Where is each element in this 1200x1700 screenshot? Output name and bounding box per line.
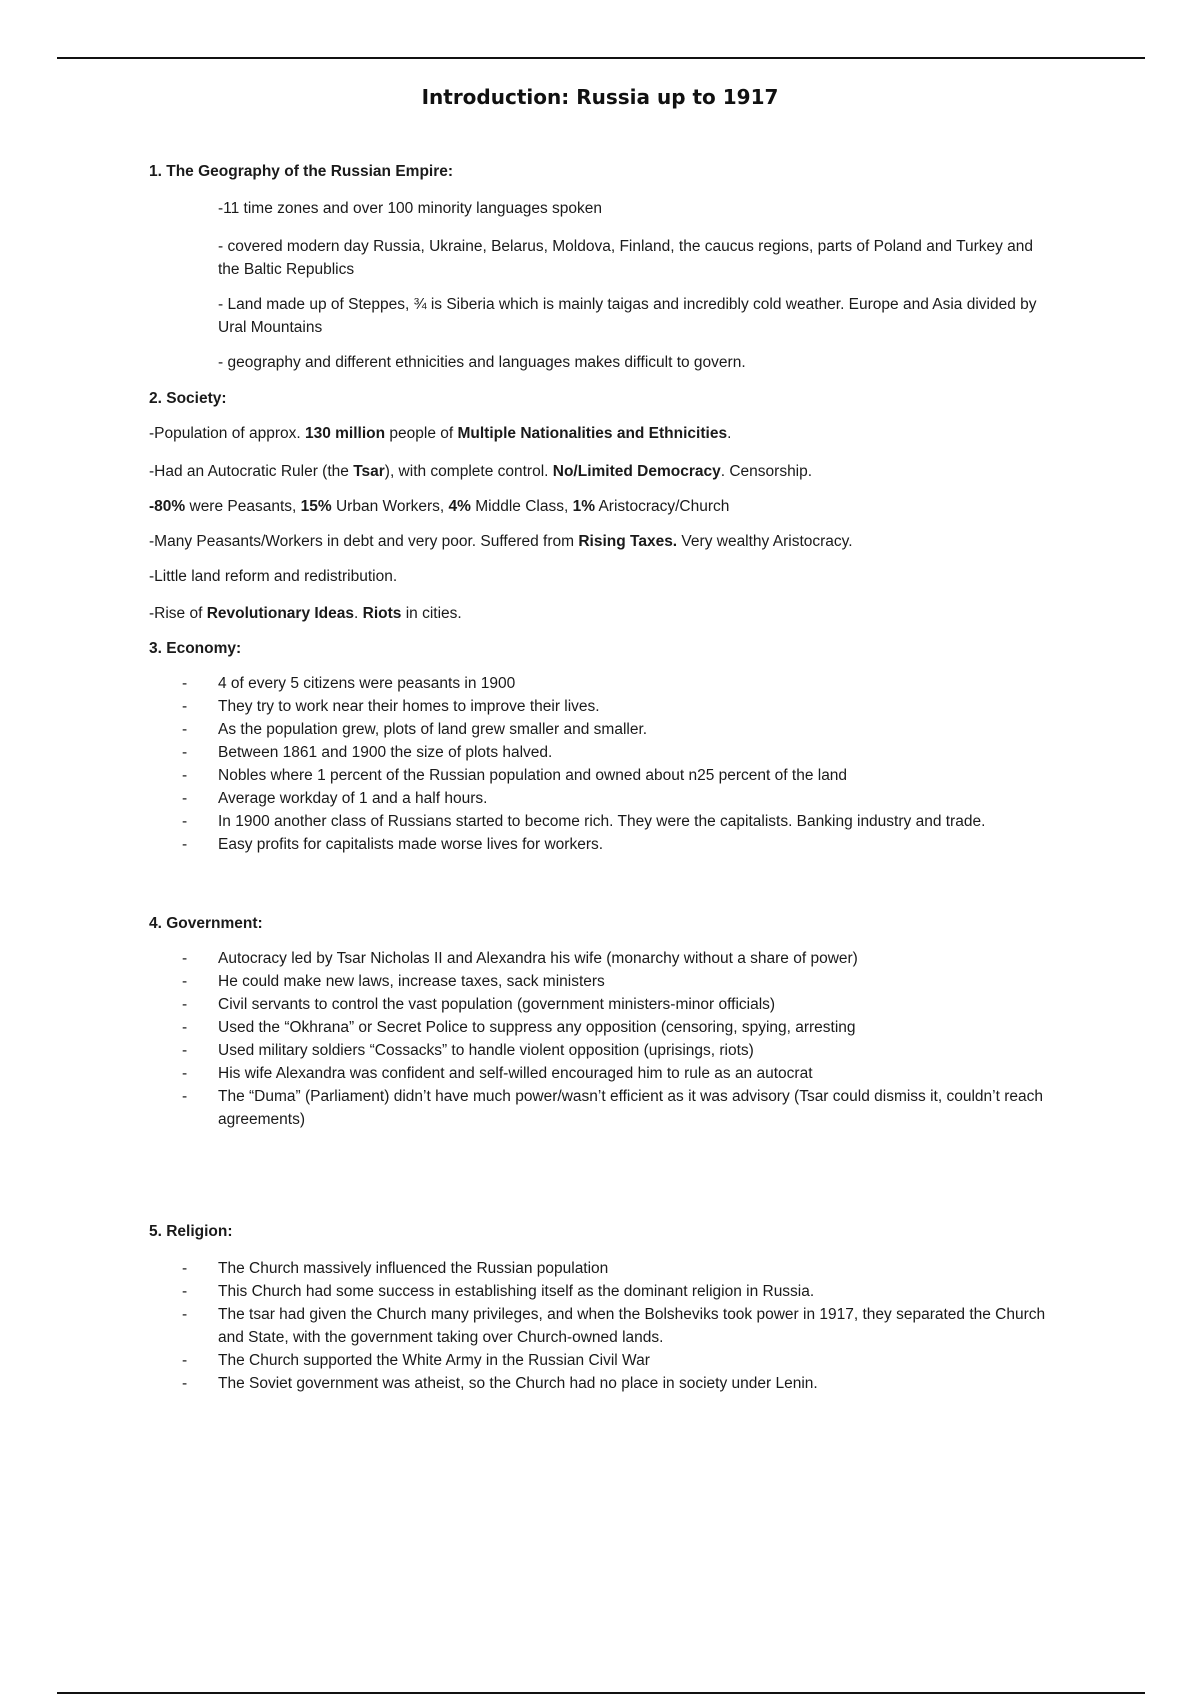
list-item (149, 718, 1058, 741)
list-item-text: Used military soldiers “Cossacks” to handle violent opposition (uprisings, riots) (218, 1042, 754, 1059)
geography-item: -11 time zones and over 100 minority languages spoken (218, 200, 602, 217)
list-item (149, 1016, 1058, 1039)
bullet-dash: - (182, 950, 188, 967)
text-run: -Little land reform and redistribution. (149, 568, 398, 585)
section-heading-government: 4. Government: (149, 915, 263, 932)
list-item (149, 1085, 1058, 1131)
list-item (149, 787, 1058, 810)
list-item (149, 741, 1058, 764)
list-item-text: In 1900 another class of Russians started to become rich. They were the capitalists. Banking industry and trade. (218, 813, 986, 830)
government-list (149, 947, 1049, 1131)
list-item-text: As the population grew, plots of land grew smaller and smaller. (218, 721, 648, 738)
text-run: ), with complete control. (384, 463, 553, 480)
list-item-text: The “Duma” (Parliament) didn’t have much power/wasn’t efficient as it was advisory (Tsar could dismiss it, couldn’t reach agreements) (218, 1088, 1043, 1128)
list-item (149, 764, 1058, 787)
bullet-dash: - (182, 767, 188, 784)
list-item-text: Average workday of 1 and a half hours. (218, 790, 488, 807)
bottom-rule (57, 1692, 1145, 1694)
geography-item: - covered modern day Russia, Ukraine, Belarus, Moldova, Finland, the caucus regions, parts of Poland and Turkey and the Baltic Republics (218, 238, 1034, 278)
bullet-dash: - (182, 996, 188, 1013)
text-run: Aristocracy/Church (595, 498, 730, 515)
list-item-text: Civil servants to control the vast population (government ministers-minor officials) (218, 996, 776, 1013)
bullet-dash: - (182, 1283, 188, 1300)
text-run: . (354, 605, 363, 622)
list-item (149, 947, 1058, 970)
emphasis-text: Revolutionary Ideas (206, 605, 355, 622)
bullet-dash: - (182, 1375, 188, 1392)
section-society (149, 387, 1049, 625)
bullet-dash: - (182, 973, 188, 990)
list-item-text: Easy profits for capitalists made worse lives for workers. (218, 836, 604, 853)
bullet-dash: - (182, 698, 188, 715)
text-run: Very wealthy Aristocracy. (677, 533, 853, 550)
society-item (149, 422, 1049, 445)
bullet-dash: - (182, 836, 188, 853)
page-title: Introduction: Russia up to 1917 (421, 85, 779, 109)
society-item (149, 460, 1049, 483)
economy-list (149, 672, 1049, 856)
list-item (149, 695, 1058, 718)
text-run: . (727, 425, 732, 442)
emphasis-text: Rising Taxes. (578, 533, 678, 550)
list-item (149, 970, 1058, 993)
document-body (149, 160, 1049, 1395)
emphasis-text: Riots (362, 605, 402, 622)
bullet-dash: - (182, 721, 188, 738)
list-item (149, 1303, 1058, 1349)
list-item-text: 4 of every 5 citizens were peasants in 1900 (218, 675, 516, 692)
society-item (149, 602, 1049, 625)
section-heading-economy: 3. Economy: (149, 640, 242, 657)
section-geography (149, 160, 1049, 374)
list-item (149, 672, 1058, 695)
list-item (149, 1280, 1058, 1303)
bullet-dash: - (182, 790, 188, 807)
text-run: -Had an Autocratic Ruler (the (149, 463, 354, 480)
emphasis-text: 1% (572, 498, 595, 515)
list-item-text: Between 1861 and 1900 the size of plots halved. (218, 744, 553, 761)
emphasis-text: No/Limited Democracy (552, 463, 721, 480)
geography-item: - Land made up of Steppes, ¾ is Siberia which is mainly taigas and incredibly cold weather. Europe and Asia divided by Ural Mountains (218, 296, 1037, 336)
list-item-text: He could make new laws, increase taxes, sack ministers (218, 973, 605, 990)
geography-item: - geography and different ethnicities and languages makes difficult to govern. (218, 354, 746, 371)
list-item (149, 993, 1058, 1016)
section-religion (149, 1220, 1049, 1395)
list-item-text: The Church massively influenced the Russian population (218, 1260, 609, 1277)
list-item-text: Autocracy led by Tsar Nicholas II and Alexandra his wife (monarchy without a share of power) (218, 950, 858, 967)
list-item-text: They try to work near their homes to improve their lives. (218, 698, 600, 715)
list-item (149, 1257, 1058, 1280)
bullet-dash: - (182, 1260, 188, 1277)
section-heading-religion: 5. Religion: (149, 1223, 233, 1240)
emphasis-text: 4% (448, 498, 471, 515)
religion-list (149, 1257, 1049, 1395)
text-run: -Many Peasants/Workers in debt and very poor. Suffered from (149, 533, 579, 550)
list-item (149, 833, 1058, 856)
text-run: -Rise of (149, 605, 207, 622)
emphasis-text: Tsar (353, 463, 385, 480)
emphasis-text: 130 million (304, 425, 386, 442)
bullet-dash: - (182, 813, 188, 830)
text-run: in cities. (401, 605, 462, 622)
section-heading-society: 2. Society: (149, 390, 227, 407)
emphasis-text: 15% (300, 498, 332, 515)
section-government (149, 912, 1049, 1131)
section-heading-geography: 1. The Geography of the Russian Empire: (149, 163, 454, 180)
list-item (149, 810, 1058, 833)
list-item (149, 1372, 1058, 1395)
society-item (149, 565, 1049, 588)
bullet-dash: - (182, 1306, 188, 1323)
list-item-text: His wife Alexandra was confident and self-willed encouraged him to rule as an autocrat (218, 1065, 813, 1082)
list-item (149, 1039, 1058, 1062)
bullet-dash: - (182, 744, 188, 761)
list-item-text: The Soviet government was atheist, so the Church had no place in society under Lenin. (218, 1375, 818, 1392)
emphasis-text: Multiple Nationalities and Ethnicities (457, 425, 728, 442)
text-run: Urban Workers, (331, 498, 449, 515)
text-run: . Censorship. (720, 463, 813, 480)
text-run: were Peasants, (185, 498, 301, 515)
bullet-dash: - (182, 1352, 188, 1369)
emphasis-text: -80% (149, 498, 186, 515)
list-item-text: This Church had some success in establishing itself as the dominant religion in Russia. (218, 1283, 815, 1300)
bullet-dash: - (182, 1088, 188, 1105)
list-item-text: The Church supported the White Army in the Russian Civil War (218, 1352, 650, 1369)
bullet-dash: - (182, 1065, 188, 1082)
list-item-text: The tsar had given the Church many privileges, and when the Bolsheviks took power in 1917, they separated the Church and State, with the government taking over Church-owned lands. (218, 1306, 1046, 1346)
bullet-dash: - (182, 1019, 188, 1036)
list-item (149, 1349, 1058, 1372)
section-economy (149, 637, 1049, 856)
society-item (149, 495, 1049, 518)
text-run: Middle Class, (470, 498, 573, 515)
list-item-text: Used the “Okhrana” or Secret Police to suppress any opposition (censoring, spying, arresting (218, 1019, 856, 1036)
top-rule (57, 57, 1145, 59)
society-item (149, 530, 1049, 553)
list-item (149, 1062, 1058, 1085)
bullet-dash: - (182, 1042, 188, 1059)
text-run: people of (385, 425, 458, 442)
list-item-text: Nobles where 1 percent of the Russian population and owned about n25 percent of the land (218, 767, 848, 784)
text-run: -Population of approx. (149, 425, 305, 442)
bullet-dash: - (182, 675, 188, 692)
